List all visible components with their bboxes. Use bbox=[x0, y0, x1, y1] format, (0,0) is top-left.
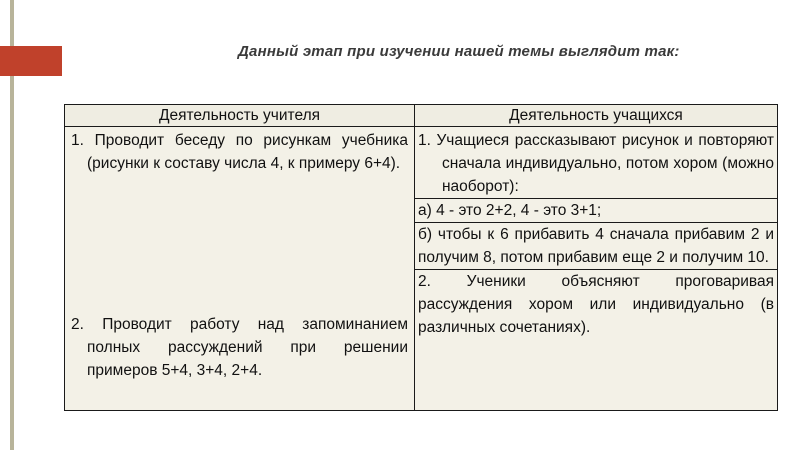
table-header-row bbox=[65, 105, 778, 127]
table-row bbox=[65, 127, 778, 411]
header-student-activity: Деятельность учащихся bbox=[415, 105, 778, 127]
student-item-a: а) 4 - это 2+2, 4 - это 3+1; bbox=[415, 198, 777, 222]
teacher-item-1: 1. Проводит беседу по рисункам учебника (рисунки к составу числа 4, к примеру 6+4). bbox=[71, 132, 408, 172]
header-teacher-activity: Деятельность учителя bbox=[65, 105, 415, 127]
teacher-item-2: 2. Проводит работу над запоминанием полных рассуждений при решении примеров 5+4, 3+4, 2+4. bbox=[71, 316, 408, 379]
student-item-1: 1. Учащиеся рассказывают рисунок и повторяют сначала индивидуально, потом хором (можно наоборот): bbox=[418, 132, 774, 195]
student-item-b: б) чтобы к 6 прибавить 4 сначала прибавим 2 и получим 8, потом прибавим еще 2 и получим 10. bbox=[415, 222, 777, 269]
activity-table bbox=[64, 104, 778, 411]
student-item-2: 2. Ученики объясняют проговаривая рассуждения хором или индивидуально (в различных сочетаниях). bbox=[415, 269, 777, 339]
red-accent-tab bbox=[0, 46, 62, 76]
slide-title: Данный этап при изучении нашей темы выглядит так: bbox=[238, 43, 680, 60]
student-activity-cell bbox=[415, 127, 778, 411]
teacher-activity-cell bbox=[65, 127, 415, 411]
